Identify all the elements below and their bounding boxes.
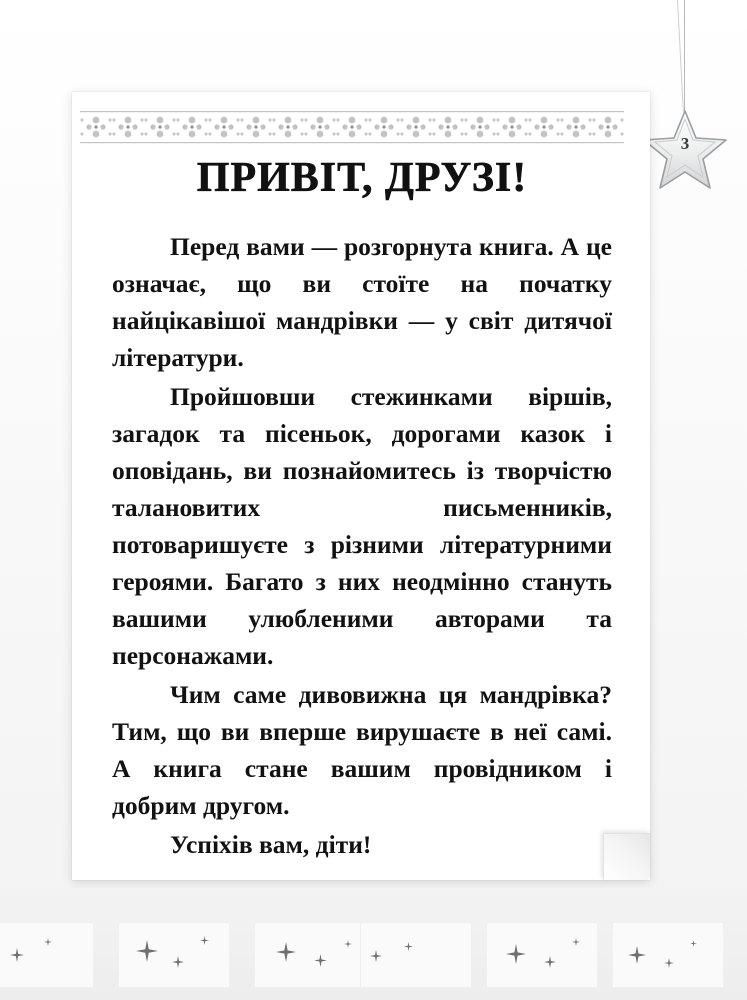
- bookmark-string-secondary: [677, 0, 684, 112]
- page-content: [112, 154, 612, 865]
- page-curl-corner: [603, 833, 650, 880]
- star-badge: [641, 108, 729, 192]
- bookmark-string: [684, 0, 685, 118]
- floral-lace-border-icon: [80, 106, 642, 148]
- paragraph-2: Пройшовши стежинками віршів, загадок та пісеньок, дорогами казок і оповідань, ви познайомитесь із творчістю талановитих письменників, потоваришуєте з різними літературними героями. Багато з них неодмінно стануть вашими улюбленими авторами та персонажами.: [112, 382, 612, 670]
- paragraph-1: Перед вами — розгорнута книга. А це означає, що ви стоїте на початку найцікавішої мандрівки — у світ дитячої літератури.: [112, 232, 612, 372]
- sparkle-tile: [360, 922, 472, 988]
- page-number: 3: [680, 134, 690, 153]
- sparkle-tile: [0, 922, 94, 988]
- sparkle-tile: [254, 922, 366, 988]
- page-title: ПРИВІТ, ДРУЗІ!: [196, 155, 528, 201]
- hanging-star-bookmark: [639, 0, 729, 180]
- sparkle-band: [0, 888, 747, 1000]
- sparkle-tile: [612, 922, 724, 988]
- paragraph-3: Чим саме дивовижна ця мандрівка? Тим, що ви вперше вирушаєте в неї самі. А книга стане вашим провідником і добрим другом.: [112, 680, 612, 820]
- page-sheet: [72, 92, 650, 880]
- sparkle-tile: [118, 922, 230, 988]
- paragraph-4: Успіхів вам, діти!: [170, 830, 372, 859]
- sparkle-tile: [486, 922, 598, 988]
